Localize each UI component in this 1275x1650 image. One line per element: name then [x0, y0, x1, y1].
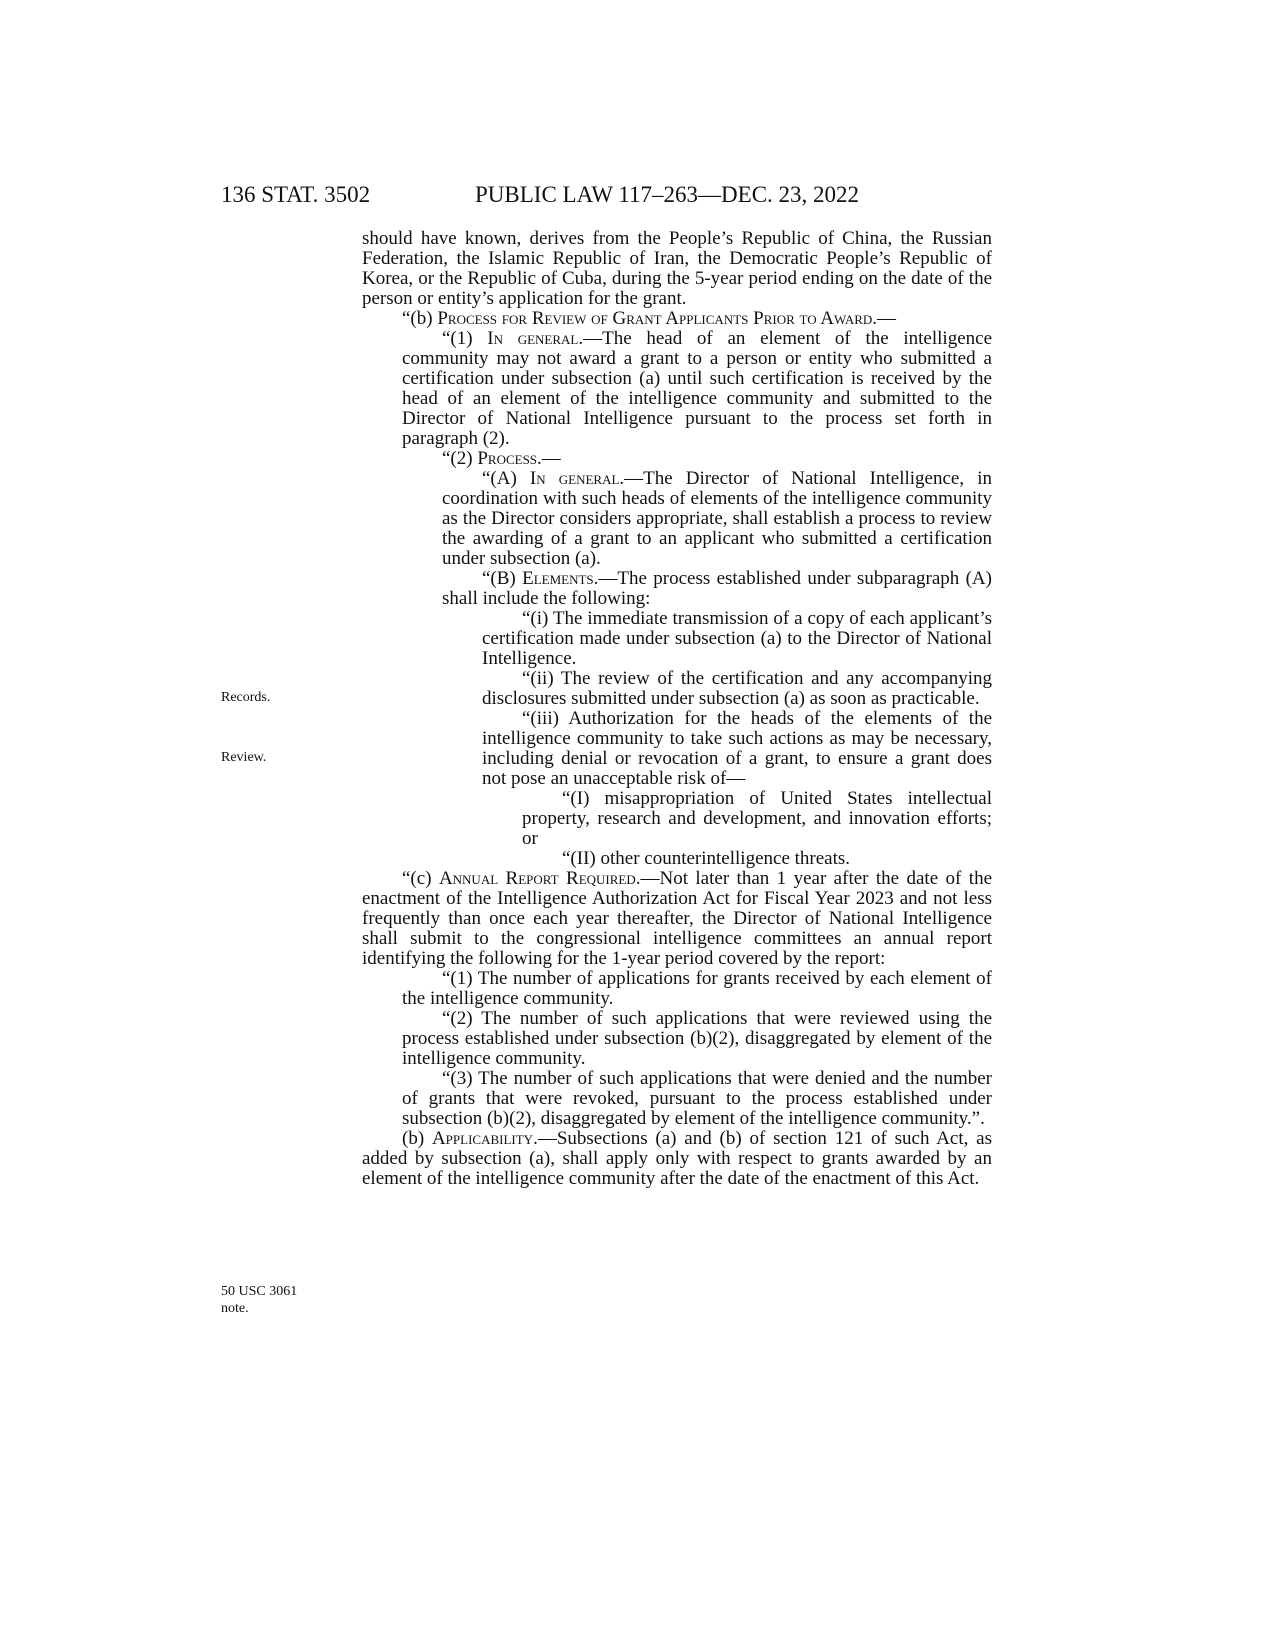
public-law-header: PUBLIC LAW 117–263—DEC. 23, 2022	[475, 182, 860, 207]
margin-note-records: Records.	[221, 690, 271, 705]
subparagraph-b2a-text: The Director of National Intelligence, in coordination with such heads of elements of the intelligence community as the Director considers appropriate, shall establish a process to review the awarding of a grant to an applicant who submitted a certification under subsection (a).	[442, 468, 992, 569]
margin-note-review: Review.	[221, 750, 267, 765]
subclause-II: “(II) other counterintelligence threats.	[562, 848, 851, 869]
margin-note-usc-line: 50 USC 3061	[221, 1284, 298, 1299]
paragraph-b1-heading: In general.	[487, 328, 584, 349]
subparagraph-b2a-heading: In general.	[529, 468, 625, 489]
paragraph-b1-text: The head of an element of the intelligence community may not award a grant to a person or entity who submitted a certification under subsection (a) until such certification is received by the head of an element of the intelligence community and submitted to the Director of National Intelligence pursuant to the process set forth in paragraph (2).	[402, 328, 993, 449]
subclause-I: “(I) misappropriation of United States intellectual property, research and development, and innovation efforts; or	[522, 788, 992, 849]
subsection-b: “(b) Process for Review of Grant Applicants Prior to Award.—	[402, 308, 897, 329]
paragraph-c1: “(1) The number of applications for grants received by each element of the intelligence community.	[402, 968, 992, 1009]
subsection-c-text: Not later than 1 year after the date of the enactment of the Intelligence Authorization Act for Fiscal Year 2023 and not less frequently than once each year thereafter, the Director of National Intelligence shall submit to the congressional intelligence committees an annual report identifying the following for the 1-year period covered by the report:	[362, 868, 992, 969]
applicability-number: (b)	[402, 1128, 432, 1149]
clause-ii: “(ii) The review of the certification and any accompanying disclosures submitted under subsection (a) as soon as practicable.	[482, 668, 992, 709]
clause-iii: “(iii) Authorization for the heads of the elements of the intelligence community to take such actions as may be necessary, including denial or revocation of a grant, to ensure a grant does not pose an unacceptable risk of—	[482, 708, 992, 789]
statute-body	[362, 229, 992, 1189]
subsection-c-heading: Annual Report Required.	[438, 868, 641, 889]
subparagraph-b2b-text: The process established under subparagraph (A) shall include the following:	[442, 568, 992, 609]
margin-note-usc-note: note.	[221, 1301, 249, 1316]
paragraph-b2-heading: Process.	[477, 448, 542, 469]
subsection-b-heading: Process for Review of Grant Applicants Prior to Award.	[437, 308, 878, 329]
subparagraph-b2b-number: “(B)	[482, 568, 523, 589]
clause-i: “(i) The immediate transmission of a copy of each applicant’s certification made under subsection (a) to the Director of National Intelligence.	[482, 608, 992, 669]
margin-note-usc-citation	[221, 1283, 297, 1317]
subparagraph-b2b: “(B) Elements.—The process established under subparagraph (A) shall include the following:	[442, 568, 992, 609]
applicability-heading: Applicability.	[431, 1128, 538, 1149]
subsection-b-number: “(b)	[402, 308, 438, 329]
paragraph-continuation: should have known, derives from the People’s Republic of China, the Russian Federation, the Islamic Republic of Iran, the Democratic People’s Republic of Korea, or the Republic of Cuba, during the 5-year period ending on the date of the person or entity’s application for the grant.	[362, 228, 992, 309]
subsection-applicability: (b) Applicability.—Subsections (a) and (b) of section 121 of such Act, as added by subsection (a), shall apply only with respect to grants awarded by an element of the intelligence community after the date of the enactment of this Act.	[362, 1128, 992, 1189]
paragraph-c2: “(2) The number of such applications that were reviewed using the process established under subsection (b)(2), disaggregated by element of the intelligence community.	[402, 1008, 992, 1069]
subparagraph-b2a: “(A) In general.—The Director of National Intelligence, in coordination with such heads of elements of the intelligence community as the Director considers appropriate, shall establish a process to review the awarding of a grant to an applicant who submitted a certification under subsection (a).	[442, 468, 992, 569]
subsection-c-number: “(c)	[402, 868, 439, 889]
paragraph-c3: “(3) The number of such applications that were denied and the number of grants that were revoked, pursuant to the process established under subsection (b)(2), disaggregated by element of the intelligence community.”.	[402, 1068, 992, 1129]
applicability-text: Subsections (a) and (b) of section 121 of such Act, as added by subsection (a), shall apply only with respect to grants awarded by an element of the intelligence community after the date of the enactment of this Act.	[362, 1128, 992, 1189]
subsection-c: “(c) Annual Report Required.—Not later than 1 year after the date of the enactment of the Intelligence Authorization Act for Fiscal Year 2023 and not less frequently than once each year thereafter, the Director of National Intelligence shall submit to the congressional intelligence committees an annual report identifying the following for the 1-year period covered by the report:	[362, 868, 992, 969]
paragraph-b1-number: “(1)	[442, 328, 488, 349]
subparagraph-b2a-number: “(A)	[482, 468, 530, 489]
paragraph-b2: “(2) Process.—	[442, 448, 561, 469]
statute-page-reference: 136 STAT. 3502	[221, 182, 371, 207]
paragraph-b1: “(1) In general.—The head of an element of the intelligence community may not award a grant to a person or entity who submitted a certification under subsection (a) until such certification is received by the head of an element of the intelligence community and submitted to the Director of National Intelligence pursuant to the process set forth in paragraph (2).	[402, 328, 993, 449]
subparagraph-b2b-heading: Elements.	[522, 568, 599, 589]
paragraph-b2-number: “(2)	[442, 448, 478, 469]
